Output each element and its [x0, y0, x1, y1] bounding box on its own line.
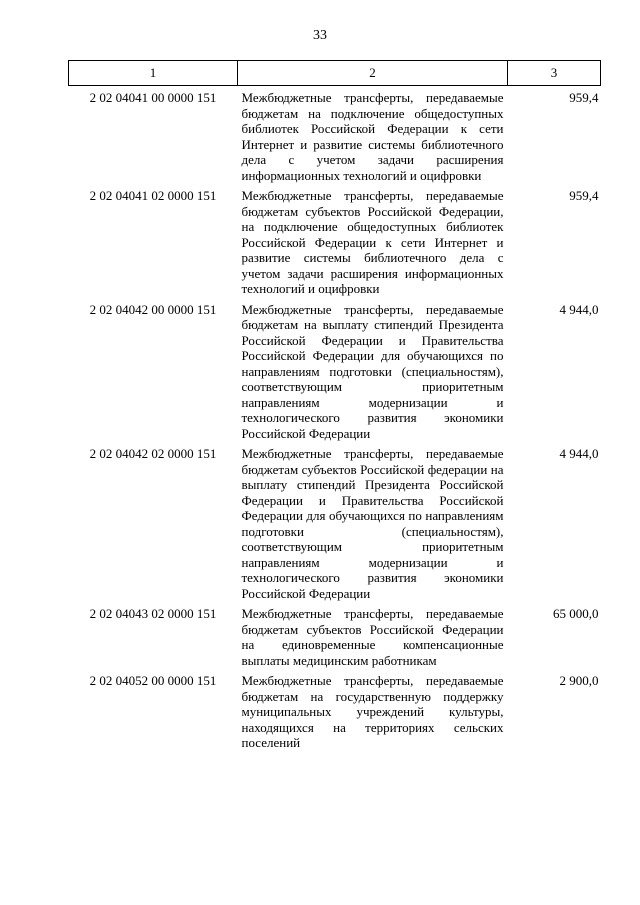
budget-amount: 2 900,0 [559, 673, 599, 688]
budget-amount: 959,4 [569, 90, 599, 105]
page-number: 33 [313, 28, 327, 43]
table-row [69, 669, 601, 752]
budget-amount: 4 944,0 [559, 301, 599, 317]
table-header-row [69, 61, 601, 86]
budget-table [68, 60, 601, 752]
budget-amount: 959,4 [569, 188, 599, 203]
budget-code: 2 02 04052 00 0000 151 [89, 673, 217, 688]
budget-code: 2 02 04042 02 0000 151 [89, 446, 217, 461]
budget-description: Межбюджетные трансферты, передаваемые бюджетам субъектов Российской федерации на выплату стипендий Президента Российской Федерации и Правительства Российской Федерации для обучающихся по направлениям подготовки (специальностям), соответствующим приоритетным направлениям модернизации и технологического развития экономики Российской Федерации [241, 446, 504, 601]
budget-description: Межбюджетные трансферты, передаваемые бюджетам субъектов Российской Федерации, на подключение общедоступных библиотек Российской Федерации к сети Интернет и развитие системы библиотечного дела с учетом задачи расширения информационных технологий и оцифровки [241, 188, 504, 296]
budget-description: Межбюджетные трансферты, передаваемые бюджетам на подключение общедоступных библиотек Российской Федерации к сети Интернет и развитие системы библиотечного дела с учетом задачи расширения информационных технологий и оцифровки [241, 90, 504, 183]
table-row [69, 86, 601, 185]
budget-code: 2 02 04041 02 0000 151 [89, 188, 217, 203]
table-row [69, 298, 601, 443]
table-row [69, 184, 601, 298]
budget-description: Межбюджетные трансферты, передаваемые бюджетам на государственную поддержку муниципальных учреждений культуры, находящихся на территориях сельских поселений [241, 673, 504, 750]
table-row [69, 602, 601, 669]
budget-description: Межбюджетные трансферты, передаваемые бюджетам субъектов Российской Федерации на единовременные компенсационные выплаты медицинским работникам [241, 606, 504, 668]
budget-code: 2 02 04043 02 0000 151 [89, 606, 217, 621]
budget-description: Межбюджетные трансферты, передаваемые бюджетам на выплату стипендий Президента Российской Федерации и Правительства Российской Федерации для обучающихся по направлениям подготовки (специальностям), соответствующим приоритетным направлениям модернизации и технологического развития экономики Российской Федерации [241, 301, 504, 441]
budget-code: 2 02 04041 00 0000 151 [89, 90, 217, 105]
budget-code: 2 02 04042 00 0000 151 [89, 301, 217, 317]
budget-amount: 65 000,0 [553, 606, 599, 621]
budget-amount: 4 944,0 [559, 446, 599, 461]
column-header-description: 2 [238, 61, 508, 86]
column-header-amount: 3 [508, 61, 601, 86]
table-row [69, 442, 601, 602]
column-header-code: 1 [69, 61, 238, 86]
